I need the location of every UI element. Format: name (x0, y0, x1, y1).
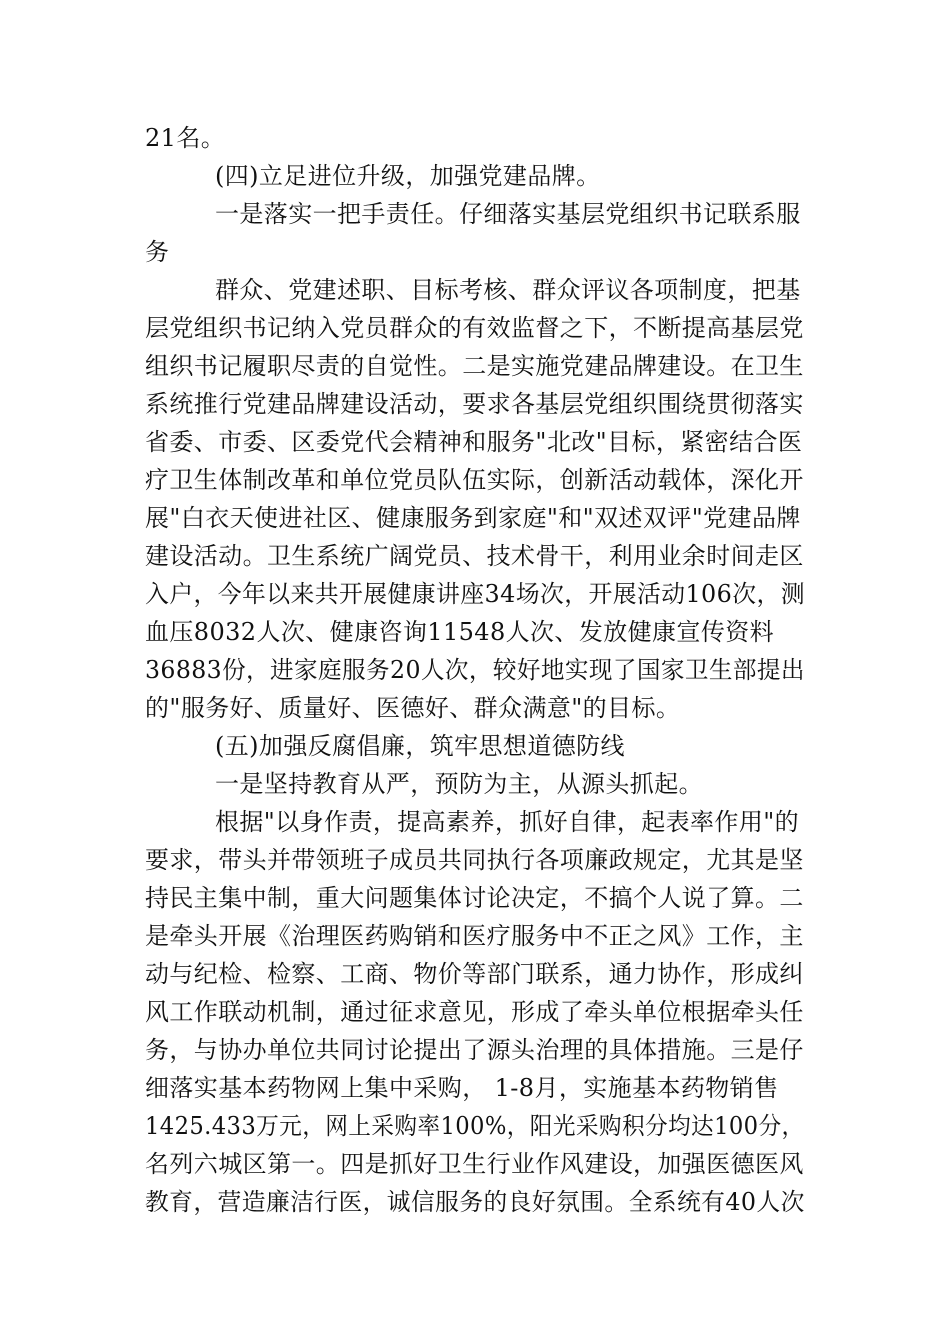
text-line: 1425.433万元，网上采购率100%，阳光采购积分均达100分， (145, 1112, 805, 1140)
text-line: 入户，今年以来共开展健康讲座34场次，开展活动106次，测 (145, 580, 805, 608)
text-line: 务 (145, 238, 170, 266)
text-line: 组织书记履职尽责的自觉性。二是实施党建品牌建设。在卫生 (145, 352, 804, 380)
text-line: 省委、市委、区委党代会精神和服务"北改"目标，紧密结合医 (145, 428, 803, 456)
text-line: 风工作联动机制，通过征求意见，形成了牵头单位根据牵头任 (145, 998, 804, 1026)
section-heading: (四)立足进位升级，加强党建品牌。 (215, 162, 601, 190)
text-line: 展"白衣天使进社区、健康服务到家庭"和"双述双评"党建品牌 (145, 504, 801, 532)
text-line: 教育，营造廉洁行医，诚信服务的良好氛围。全系统有40人次 (145, 1188, 805, 1216)
text-line: 名列六城区第一。四是抓好卫生行业作风建设，加强医德医风 (145, 1150, 804, 1178)
text-line: 要求，带头并带领班子成员共同执行各项廉政规定，尤其是坚 (145, 846, 804, 874)
text-line: 群众、党建述职、目标考核、群众评议各项制度，把基 (215, 276, 801, 304)
text-line: 血压8032人次、健康咨询11548人次、发放健康宣传资料 (145, 618, 775, 646)
text-line: 一是坚持教育从严，预防为主，从源头抓起。 (215, 770, 703, 798)
text-line: 务，与协办单位共同讨论提出了源头治理的具体措施。三是仔 (145, 1036, 804, 1064)
text-line: 疗卫生体制改革和单位党员队伍实际，创新活动载体，深化开 (145, 466, 804, 494)
text-line: 21名。 (145, 124, 226, 152)
text-line: 36883份，进家庭服务20人次，较好地实现了国家卫生部提出 (145, 656, 805, 684)
text-line: 层党组织书记纳入党员群众的有效监督之下，不断提高基层党 (145, 314, 804, 342)
text-line: 是牵头开展《治理医药购销和医疗服务中不正之风》工作，主 (145, 922, 804, 950)
text-line: 动与纪检、检察、工商、物价等部门联系，通力协作，形成纠 (145, 960, 804, 988)
section-heading: (五)加强反腐倡廉，筑牢思想道德防线 (215, 732, 625, 760)
text-line: 细落实基本药物网上集中采购， 1-8月，实施基本药物销售 (145, 1074, 779, 1102)
text-line: 的"服务好、质量好、医德好、群众满意"的目标。 (145, 694, 681, 722)
text-line: 根据"以身作责，提高素养，抓好自律，起表率作用"的 (215, 808, 800, 836)
text-line: 建设活动。卫生系统广阔党员、技术骨干，利用业余时间走区 (145, 542, 804, 570)
text-line: 系统推行党建品牌建设活动，要求各基层党组织围绕贯彻落实 (145, 390, 804, 418)
text-line: 持民主集中制，重大问题集体讨论决定，不搞个人说了算。二 (145, 884, 804, 912)
text-line: 一是落实一把手责任。仔细落实基层党组织书记联系服 (215, 200, 801, 228)
